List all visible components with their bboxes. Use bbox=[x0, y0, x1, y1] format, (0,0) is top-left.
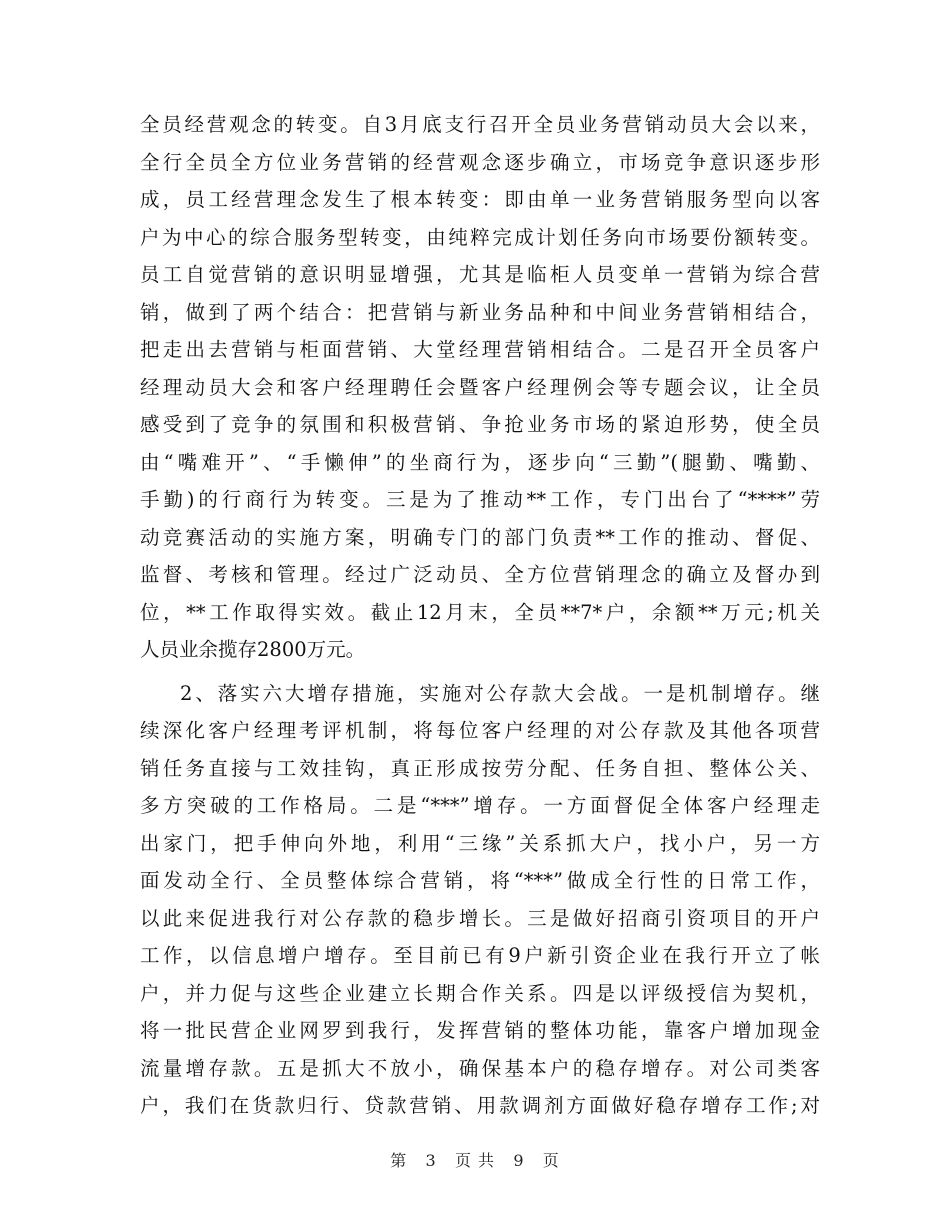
text-line: 把走出去营销与柜面营销、大堂经理营销相结合。二是召开全员客户 bbox=[140, 338, 820, 361]
text-line: 工作，以信息增户增存。至目前已有9户新引资企业在我行开立了帐 bbox=[140, 944, 820, 967]
page-footer bbox=[0, 1148, 950, 1171]
text-line: 出家门，把手伸向外地，利用“三缘”关系抓大户，找小户，另一方 bbox=[140, 831, 820, 855]
text-line: 监督、考核和管理。经过广泛动员、全方位营销理念的确立及督办到 bbox=[140, 563, 820, 586]
text-line: 全员经营观念的转变。自3月底支行召开全员业务营销动员大会以来， bbox=[140, 113, 820, 136]
footer-suffix: 页 bbox=[542, 1151, 560, 1170]
text-line: 成，员工经营理念发生了根本转变：即由单一业务营销服务型向以客 bbox=[140, 188, 820, 211]
text-line: 销，做到了两个结合：把营销与新业务品种和中间业务营销相结合， bbox=[140, 300, 820, 324]
text-line: 以此来促进我行对公存款的稳步增长。三是做好招商引资项目的开户 bbox=[140, 906, 820, 930]
text-line: 续深化客户经理考评机制，将每位客户经理的对公存款及其他各项营 bbox=[140, 719, 820, 742]
text-line: 手勤)的行商行为转变。三是为了推动**工作，专门出台了“****”劳 bbox=[140, 488, 820, 511]
text-line: 户为中心的综合服务型转变，由纯粹完成计划任务向市场要份额转变。 bbox=[140, 225, 820, 249]
text-line: 面发动全行、全员整体综合营销，将“***”做成全行性的日常工作， bbox=[140, 869, 820, 892]
text-line: 经理动员大会和客户经理聘任会暨客户经理例会等专题会议，让全员 bbox=[140, 375, 820, 399]
text-line: 将一批民营企业网罗到我行，发挥营销的整体功能，靠客户增加现金 bbox=[140, 1019, 820, 1042]
text-line: 户，我们在货款归行、贷款营销、用款调剂方面做好稳存增存工作;对 bbox=[140, 1094, 820, 1117]
text-line: 流量增存款。五是抓大不放小，确保基本户的稳存增存。对公司类客 bbox=[140, 1056, 820, 1080]
text-line: 2、落实六大增存措施，实施对公存款大会战。一是机制增存。继 bbox=[180, 681, 820, 705]
document-body bbox=[140, 106, 820, 1125]
footer-middle: 页 共 bbox=[454, 1151, 496, 1170]
text-line: 销任务直接与工效挂钩，真正形成按劳分配、任务自担、整体公关、 bbox=[140, 756, 820, 780]
footer-prefix: 第 bbox=[390, 1151, 408, 1170]
text-line: 位，**工作取得实效。截止12月末，全员**7*户，余额**万元;机关 bbox=[140, 600, 820, 624]
text-line: 感受到了竞争的氛围和积极营销、争抢业务市场的紧迫形势，使全员 bbox=[140, 413, 820, 436]
text-line: 由“嘴难开”、“手懒伸”的坐商行为，逐步向“三勤”(腿勤、嘴勤、 bbox=[140, 450, 820, 474]
footer-current-page: 3 bbox=[425, 1151, 437, 1170]
text-line: 户，并力促与这些企业建立长期合作关系。四是以评级授信为契机， bbox=[140, 981, 820, 1005]
text-line: 动竞赛活动的实施方案，明确专门的部门负责**工作的推动、督促、 bbox=[140, 525, 820, 549]
paragraph-1 bbox=[140, 106, 820, 669]
text-line: 人员业余揽存2800万元。 bbox=[140, 638, 366, 661]
footer-total-pages: 9 bbox=[513, 1151, 525, 1170]
paragraph-2 bbox=[140, 675, 820, 1125]
text-line: 多方突破的工作格局。二是“***”增存。一方面督促全体客户经理走 bbox=[140, 794, 820, 817]
text-line: 全行全员全方位业务营销的经营观念逐步确立，市场竞争意识逐步形 bbox=[140, 150, 820, 174]
text-line: 员工自觉营销的意识明显增强，尤其是临柜人员变单一营销为综合营 bbox=[140, 263, 820, 286]
